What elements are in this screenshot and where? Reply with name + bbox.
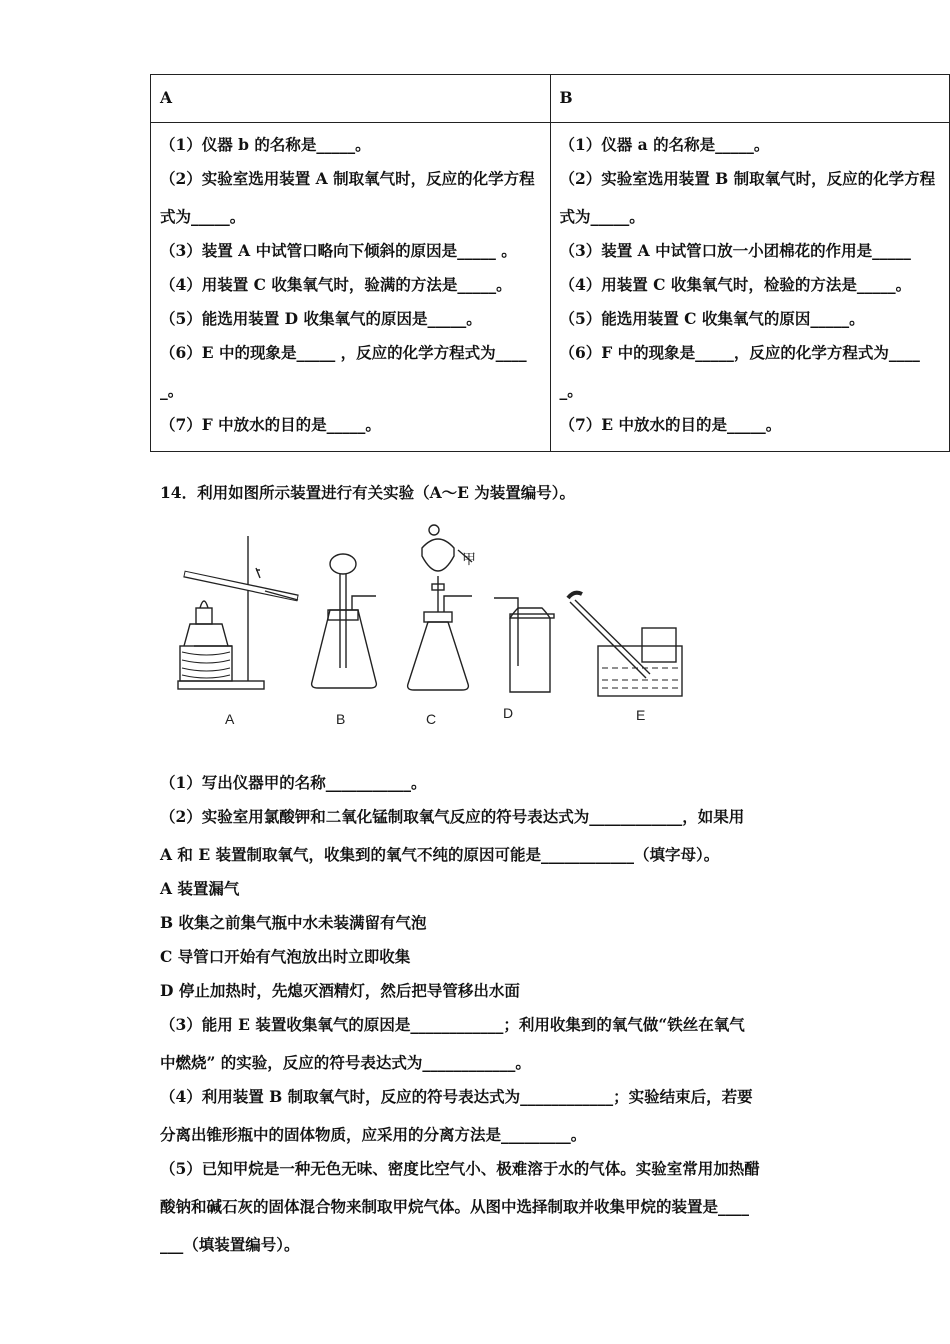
question-13-table	[150, 74, 950, 452]
q14-line-2: （2）实验室用氯酸钾和二氧化锰制取氧气反应的符号表达式为____________，如果用	[160, 807, 745, 826]
q14-line-3: A 和 E 装置制取氧气，收集到的氧气不纯的原因可能是____________（填字母）。	[160, 845, 720, 864]
label-d: D	[503, 705, 514, 721]
table-body-row	[151, 123, 950, 452]
col-a-line-9: （7）F 中放水的目的是_____。	[160, 415, 381, 434]
col-b-line-6: （5）能选用装置 C 收集氧气的原因_____。	[559, 309, 865, 328]
q14-line-9: 中燃烧” 的实验，反应的符号表达式为____________。	[160, 1053, 531, 1072]
col-b-line-7: （6）F 中的现象是_____，反应的化学方程式为____	[559, 343, 920, 362]
q14-line-8: （3）能用 E 装置收集氧气的原因是____________；利用收集到的氧气做“铁丝在氧气	[160, 1015, 745, 1034]
label-b: B	[336, 711, 346, 727]
col-a-line-3: 式为_____。	[160, 207, 246, 226]
column-a	[151, 123, 551, 452]
label-e: E	[636, 707, 646, 723]
col-b-line-1: （1）仪器 a 的名称是_____。	[559, 135, 770, 154]
col-b-line-5: （4）用装置 C 收集氧气时，检验的方法是_____。	[559, 275, 912, 294]
apparatus-e	[568, 593, 682, 696]
col-a-line-7: （6）E 中的现象是_____ ，反应的化学方程式为____	[160, 343, 527, 362]
col-a-line-8: _。	[160, 381, 184, 400]
q14-option-b: B 收集之前集气瓶中水未装满留有气泡	[160, 913, 427, 932]
q14-line-1: （1）写出仪器甲的名称___________。	[160, 773, 427, 792]
table-header-row	[151, 75, 950, 123]
apparatus-d	[494, 598, 554, 692]
label-jia: 甲	[462, 552, 476, 568]
q14-line-11: 分离出锥形瓶中的固体物质，应采用的分离方法是_________。	[160, 1125, 587, 1144]
q14-line-13: 酸钠和碱石灰的固体混合物来制取甲烷气体。从图中选择制取并收集甲烷的装置是____	[160, 1197, 750, 1216]
column-b	[550, 123, 950, 452]
q14-line-12: （5）已知甲烷是一种无色无味、密度比空气小、极难溶于水的气体。实验室常用加热醋	[160, 1159, 760, 1178]
col-b-line-4: （3）装置 A 中试管口放一小团棉花的作用是_____	[559, 241, 911, 260]
q14-option-a: A 装置漏气	[160, 879, 240, 898]
apparatus-b	[312, 554, 377, 688]
header-b: B	[550, 75, 950, 123]
label-c: C	[426, 711, 437, 727]
col-b-line-8: _。	[559, 381, 583, 400]
q14-line-10: （4）利用装置 B 制取氧气时，反应的符号表达式为____________；实验结束后，若要	[160, 1087, 753, 1106]
col-a-line-5: （4）用装置 C 收集氧气时，验满的方法是_____。	[160, 275, 512, 294]
q14-option-d: D 停止加热时，先熄灭酒精灯，然后把导管移出水面	[160, 981, 520, 1000]
col-a-line-1: （1）仪器 b 的名称是_____。	[160, 135, 371, 154]
col-a-line-4: （3）装置 A 中试管口略向下倾斜的原因是_____ 。	[160, 241, 517, 260]
label-a: A	[225, 711, 235, 727]
apparatus-figure	[170, 518, 690, 738]
col-a-line-2: （2）实验室选用装置 A 制取氧气时，反应的化学方程	[160, 169, 535, 188]
apparatus-c	[408, 525, 472, 690]
apparatus-a	[178, 536, 298, 689]
col-b-line-2: （2）实验室选用装置 B 制取氧气时，反应的化学方程	[559, 169, 936, 188]
q14-line-14: ___（填装置编号）。	[160, 1235, 300, 1254]
q14-option-c: C 导管口开始有气泡放出时立即收集	[160, 947, 411, 966]
col-b-line-3: 式为_____。	[559, 207, 645, 226]
col-b-line-9: （7）E 中放水的目的是_____。	[559, 415, 782, 434]
question-14-title: 14．利用如图所示装置进行有关实验（A～E 为装置编号）。	[160, 483, 576, 502]
header-a: A	[151, 75, 551, 123]
col-a-line-6: （5）能选用装置 D 收集氧气的原因是_____。	[160, 309, 482, 328]
